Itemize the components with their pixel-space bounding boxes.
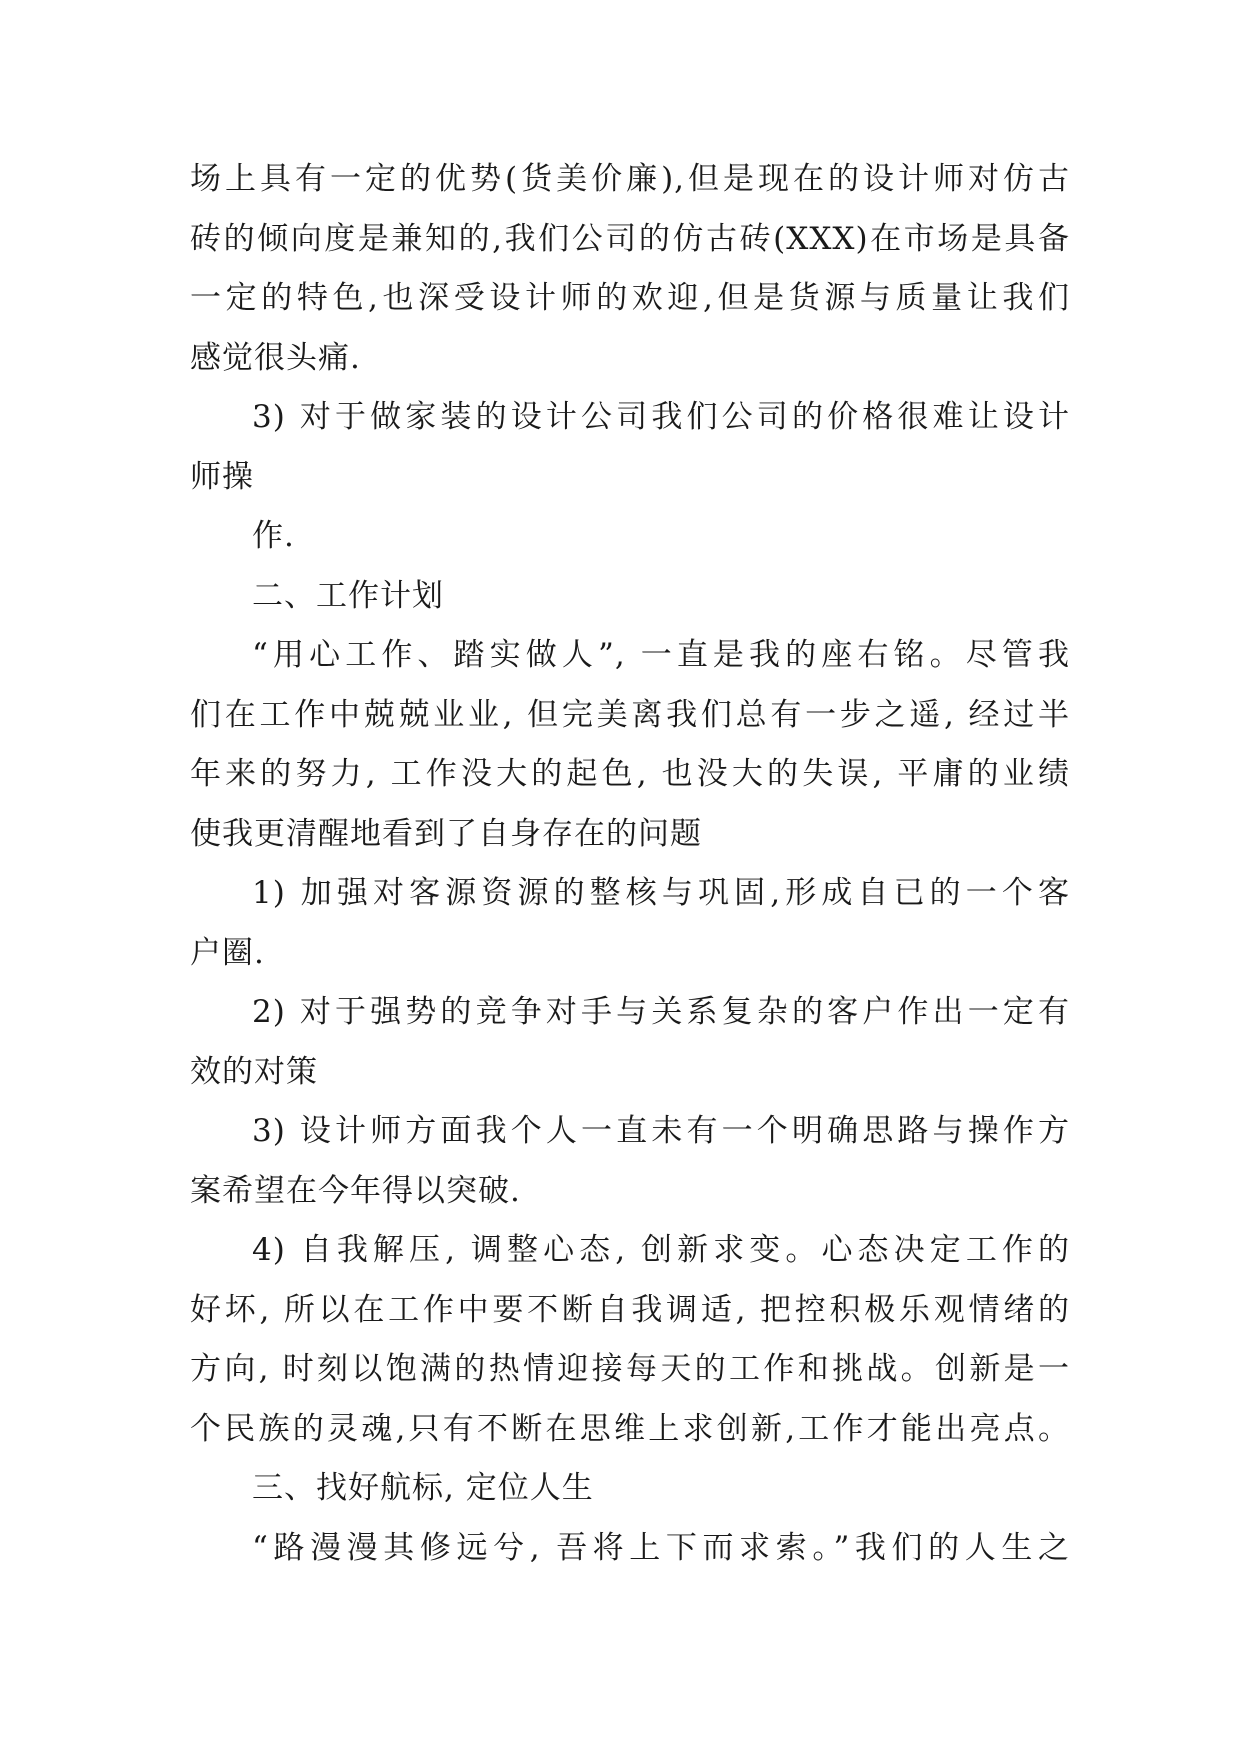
text-line: 感觉很头痛. <box>190 339 361 376</box>
document-body <box>190 150 1070 1578</box>
text-line: 案希望在今年得以突破. <box>190 1172 521 1209</box>
text-line: 方向, 时刻以饱满的热情迎接每天的工作和挑战。创新是一 <box>190 1351 1070 1387</box>
text-line: “路漫漫其修远兮, 吾将上下而求索。”我们的人生之 <box>252 1529 1070 1566</box>
text-line: 4) 自我解压, 调整心态, 创新求变。心态决定工作的 <box>252 1232 1070 1268</box>
text-line: 场上具有一定的优势(货美价廉),但是现在的设计师对仿古 <box>190 161 1070 197</box>
text-line: 一定的特色,也深受设计师的欢迎,但是货源与质量让我们 <box>190 280 1070 316</box>
text-line: 年来的努力, 工作没大的起色, 也没大的失误, 平庸的业绩 <box>190 756 1070 792</box>
text-line: 砖的倾向度是兼知的,我们公司的仿古砖(XXX)在市场是具备 <box>190 220 1070 257</box>
text-line: 2) 对于强势的竞争对手与关系复杂的客户作出一定有 <box>252 994 1070 1030</box>
text-line: 户圈. <box>190 934 265 971</box>
text-line: 3) 对于做家装的设计公司我们公司的价格很难让设计 <box>252 399 1070 435</box>
text-line: 使我更清醒地看到了自身存在的问题 <box>190 815 702 852</box>
text-line: 好坏, 所以在工作中要不断自我调适, 把控积极乐观情绪的 <box>190 1291 1070 1328</box>
text-line: 效的对策 <box>190 1053 318 1090</box>
text-line: 师操 <box>190 458 254 495</box>
text-line: 二、工作计划 <box>252 577 444 614</box>
text-line: 1) 加强对客源资源的整核与巩固,形成自已的一个客 <box>252 875 1070 911</box>
text-line: 三、找好航标, 定位人生 <box>252 1470 594 1506</box>
text-line: 3) 设计师方面我个人一直未有一个明确思路与操作方 <box>252 1113 1070 1149</box>
text-line: 个民族的灵魂,只有不断在思维上求创新,工作才能出亮点。 <box>190 1410 1070 1447</box>
text-line: “用心工作、踏实做人”, 一直是我的座右铭。尽管我 <box>252 637 1070 673</box>
text-line: 作. <box>252 518 295 554</box>
text-line: 们在工作中兢兢业业, 但完美离我们总有一步之遥, 经过半 <box>190 696 1070 733</box>
